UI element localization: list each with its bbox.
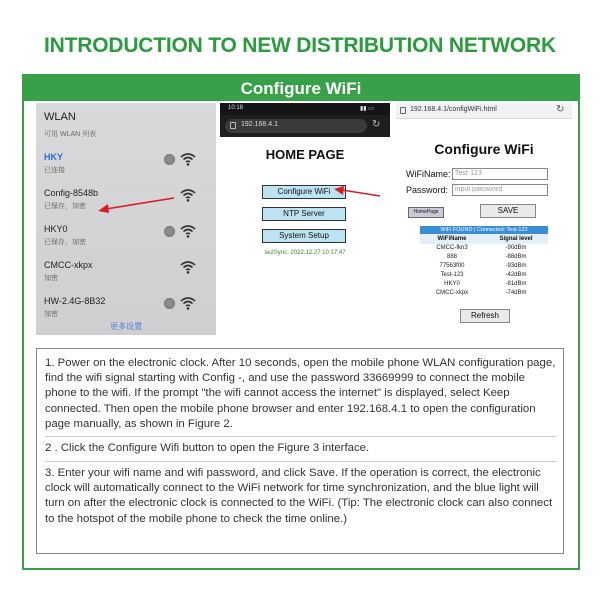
- row-wifiname: 77563f00: [439, 263, 465, 269]
- url-field[interactable]: [225, 119, 367, 133]
- lock-icon: [164, 298, 175, 309]
- status-time: 10:18: [228, 105, 244, 111]
- network-status: 已连接: [44, 167, 65, 174]
- ntp-server-button[interactable]: NTP Server: [262, 207, 346, 221]
- system-setup-button[interactable]: System Setup: [262, 229, 346, 243]
- row-signal: -90dBm: [505, 245, 527, 251]
- wlan-network-hky0[interactable]: [36, 221, 216, 257]
- wifi-name-input[interactable]: Test-123: [452, 168, 548, 180]
- homepage-button[interactable]: HomePage: [408, 207, 444, 218]
- network-name: Config-8548b: [44, 188, 99, 198]
- row-wifiname: CMCC-fkn3: [436, 245, 468, 251]
- row-wifiname: HKY0: [444, 281, 460, 287]
- wifi-signal-icon: [180, 260, 196, 274]
- browser-address-bar: [396, 103, 572, 119]
- table-row: [420, 244, 548, 253]
- table-row: [420, 271, 548, 280]
- row-signal: -81dBm: [505, 281, 527, 287]
- network-name: HW-2.4G-8B32: [44, 296, 106, 306]
- refresh-button[interactable]: Refresh: [460, 309, 510, 323]
- wlan-screenshot: [36, 103, 216, 335]
- lock-icon: [400, 107, 406, 114]
- wlan-title: WLAN: [44, 111, 76, 123]
- table-row: [420, 262, 548, 271]
- configure-wifi-panel: [22, 74, 580, 570]
- network-name: CMCC-xkpx: [44, 260, 93, 270]
- wifi-signal-icon: [180, 224, 196, 238]
- red-arrow-icon: [332, 185, 382, 199]
- last-sync-text: lastSync: 2022.12.27 10:17:47: [264, 250, 346, 256]
- wifi-signal-icon: [180, 188, 196, 202]
- configure-wifi-button[interactable]: Configure WiFi: [262, 185, 346, 199]
- url-text: 192.168.4.1: [241, 121, 278, 128]
- wlan-network-cmcc[interactable]: [36, 257, 216, 293]
- more-settings-link[interactable]: 更多设置: [110, 322, 142, 331]
- instructions-box: [36, 348, 564, 554]
- section-banner: Configure WiFi: [24, 76, 578, 101]
- divider: [45, 461, 557, 462]
- network-status: 已保存，加密: [44, 239, 86, 246]
- table-row: [420, 280, 548, 289]
- save-button[interactable]: SAVE: [480, 204, 536, 218]
- reload-icon[interactable]: ↻: [556, 104, 565, 115]
- network-name: HKY: [44, 152, 64, 162]
- row-signal: -93dBm: [505, 263, 527, 269]
- wifi-signal-icon: [180, 296, 196, 310]
- instruction-step-3: 3. Enter your wifi name and wifi password, and click Save. If the operation is correct, the electronic clock will automatically connect to the WiFi network for time synchronization, and the blue light will turn on after the electronic clock is connected to the WiFi. (Tip: The electronic clock can also connect to the hotspot of the mobile phone to check the time online.): [45, 467, 553, 525]
- network-status: 已保存，加密: [44, 203, 86, 210]
- row-signal: -74dBm: [505, 290, 527, 296]
- network-status: 加密: [44, 275, 58, 282]
- table-row: [420, 289, 548, 298]
- wifi-signal-icon: [180, 152, 196, 166]
- network-status: 加密: [44, 311, 58, 318]
- row-signal: -88dBm: [505, 254, 527, 260]
- url-text[interactable]: 192.168.4.1/configWiFi.html: [410, 106, 497, 113]
- instruction-step-1: 1. Power on the electronic clock. After 10 seconds, open the mobile phone WLAN configuration page, find the wifi signal starting with Config -, and use the password 33669999 to connect the mobile phone to the wifi. If the prompt "the wifi cannot access the internet" is displayed, select Keep connected. Then open the mobile phone browser and enter 192.168.4.1 to open the configuration page manually, as shown in Figure 2.: [45, 357, 556, 430]
- row-wifiname: CMCC-xkpx: [435, 290, 469, 296]
- home-page-screenshot: [220, 103, 390, 335]
- network-name: HKY0: [44, 224, 68, 234]
- configure-wifi-screenshot: [396, 103, 572, 335]
- home-page-heading: HOME PAGE: [265, 147, 345, 162]
- row-wifiname: Test-123: [440, 272, 464, 278]
- divider: [45, 436, 557, 437]
- red-arrow-icon: [96, 195, 176, 215]
- instruction-step-2: 2 . Click the Configure Wifi button to open the Figure 3 interface.: [45, 442, 370, 454]
- battery-icon: ▮▮ ▭: [360, 106, 374, 112]
- row-signal: -42dBm: [505, 272, 527, 278]
- reload-icon[interactable]: ↻: [372, 119, 381, 130]
- browser-address-bar: [220, 115, 390, 137]
- configure-wifi-heading: Configure WiFi: [434, 141, 534, 157]
- table-row: [420, 253, 548, 262]
- status-bar: [220, 103, 390, 115]
- column-header-signal: Signal level: [499, 236, 533, 242]
- password-label: Password:: [406, 185, 449, 195]
- wifi-table-header: [420, 234, 548, 244]
- wlan-network-hky[interactable]: [36, 149, 216, 185]
- wlan-subtitle: 可用 WLAN 列表: [44, 131, 97, 138]
- password-input[interactable]: input password: [452, 184, 548, 196]
- page-title: INTRODUCTION TO NEW DISTRIBUTION NETWORK: [44, 34, 556, 57]
- column-header-wifiname: WiFiName: [437, 236, 467, 242]
- lock-icon: [164, 154, 175, 165]
- lock-icon: [164, 226, 175, 237]
- wifi-name-label: WiFiName:: [406, 169, 451, 179]
- lock-icon: [230, 122, 236, 129]
- row-wifiname: 888: [446, 254, 457, 260]
- wifi-found-bar: WiFi FOUND | Connected: Test-123: [420, 226, 548, 234]
